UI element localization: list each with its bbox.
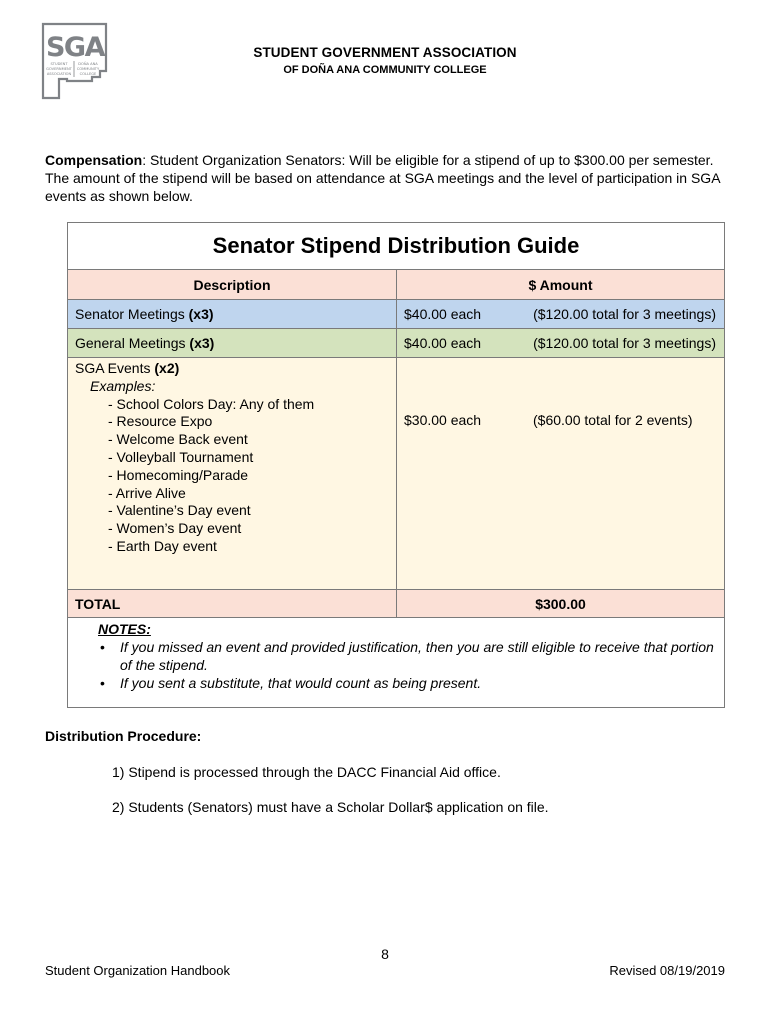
org-title: STUDENT GOVERNMENT ASSOCIATION <box>253 45 517 60</box>
distribution-heading: Distribution Procedure: <box>45 728 202 744</box>
list-item: - Women’s Day event <box>108 520 242 537</box>
svg-text:SGA: SGA <box>45 32 105 63</box>
sga-logo <box>40 21 110 103</box>
sga-each: $30.00 each <box>404 412 482 428</box>
examples-label: Examples: <box>90 377 156 394</box>
distribution-step: 1) Stipend is processed through the DACC Financial Aid office. <box>112 764 501 780</box>
stipend-guide-table <box>67 222 725 708</box>
table-row-total <box>68 589 724 617</box>
list-item: - Earth Day event <box>108 537 217 554</box>
list-item: - Welcome Back event <box>108 431 248 448</box>
list-item: - Homecoming/Parade <box>108 466 249 483</box>
sga-events-amount <box>397 358 724 589</box>
table-row-general-meetings <box>68 328 724 357</box>
list-item: - Valentine’s Day event <box>108 502 251 519</box>
total-amount-cell <box>397 590 724 617</box>
col-amount-header: $ Amount <box>528 277 593 293</box>
notes-section: NOTES: • If you missed an event and provided justification, then you are still eligible to receive that portion of the stipend. • If you sent a substitute, that would count as being present. <box>68 617 724 618</box>
page-number: 8 <box>381 946 389 962</box>
sga-events-label: SGA Events (x2) <box>75 360 180 376</box>
table-header-row <box>68 269 724 299</box>
svg-text:STUDENT: STUDENT <box>50 62 68 66</box>
compensation-label: Compensation <box>45 152 143 168</box>
compensation-paragraph <box>45 151 735 205</box>
svg-text:DOÑA ANA: DOÑA ANA <box>78 62 98 66</box>
list-item: - School Colors Day: Any of them <box>108 395 315 412</box>
general-total: ($120.00 total for 3 meetings) <box>533 335 716 351</box>
list-item: - Volleyball Tournament <box>108 448 254 465</box>
senator-each: $40.00 each <box>404 306 482 322</box>
table-row-sga-events <box>68 357 724 589</box>
list-item: - Resource Expo <box>108 413 213 430</box>
list-item: - Arrive Alive <box>108 484 186 501</box>
bullet-icon: • <box>100 639 105 655</box>
svg-text:GOVERNMENT: GOVERNMENT <box>46 67 72 71</box>
compensation-text: : Student Organization Senators: Will be eligible for a stipend of up to $300.00 per semester. The amount of the stipend will be based on attendance at SGA meetings and the level of participation in SGA events as shown below. <box>45 152 720 204</box>
general-each: $40.00 each <box>404 335 482 351</box>
footer-right: Revised 08/19/2019 <box>609 963 725 978</box>
sga-events-description <box>68 358 397 589</box>
col-description-header: Description <box>68 270 397 299</box>
svg-text:COMMUNITY: COMMUNITY <box>76 67 100 71</box>
senator-description: Senator Meetings (x3) <box>68 300 397 328</box>
org-subtitle: OF DOÑA ANA COMMUNITY COLLEGE <box>283 64 487 76</box>
guide-title: Senator Stipend Distribution Guide <box>212 233 580 258</box>
footer-left: Student Organization Handbook <box>45 963 231 978</box>
general-amount <box>397 329 724 357</box>
general-description: General Meetings (x3) <box>68 329 397 357</box>
table-row-senator-meetings <box>68 299 724 328</box>
senator-total: ($120.00 total for 3 meetings) <box>533 306 716 322</box>
total-amount: $300.00 <box>535 596 586 612</box>
senator-amount <box>397 300 724 328</box>
svg-text:COLLEGE: COLLEGE <box>79 72 97 76</box>
distribution-step: 2) Students (Senators) must have a Scholar Dollar$ application on file. <box>112 799 549 815</box>
sga-total: ($60.00 total for 2 events) <box>533 412 693 428</box>
total-label: TOTAL <box>68 590 397 617</box>
notes-heading: NOTES: <box>98 621 151 637</box>
svg-text:ASSOCIATION: ASSOCIATION <box>46 72 72 76</box>
bullet-icon: • <box>100 675 105 691</box>
